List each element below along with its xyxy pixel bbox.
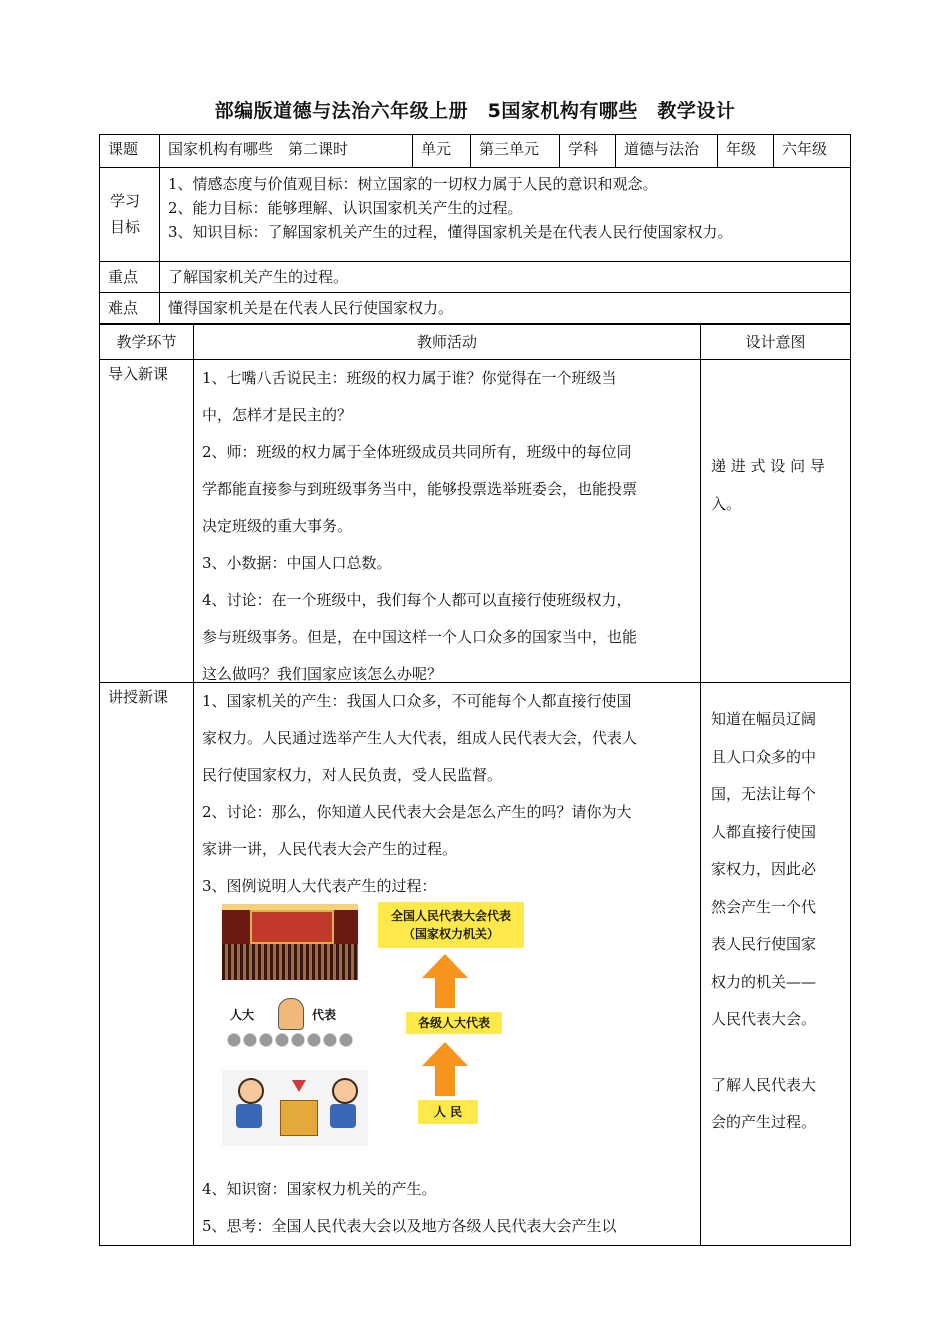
teach-intent-line: 家权力，因此必: [711, 860, 817, 878]
intro-line: 3、小数据：中国人口总数。: [202, 554, 392, 572]
subject-value: 道德与法治: [624, 140, 700, 158]
document-title: 部编版道德与法治六年级上册 5国家机构有哪些 教学设计: [214, 100, 736, 122]
ballot-box-icon: [280, 1100, 318, 1136]
npc-box-line1: 全国人民代表大会代表: [390, 909, 511, 923]
teacher-header-cell: [193, 324, 701, 360]
course-value: 国家机构有哪些 第二课时: [168, 140, 349, 158]
difficulty-label: 难点: [108, 299, 139, 317]
intro-line: 4、讨论：在一个班级中，我们每个人都可以直接行使班级权力，: [202, 591, 632, 609]
intro-line: 学都能直接参与到班级事务当中，能够投票选举班委会，也能投票: [202, 480, 638, 498]
people-label: 人 民: [433, 1105, 463, 1119]
teach-intent-cell: [700, 682, 851, 1246]
teach-intent-line: 会的产生过程。: [711, 1113, 817, 1131]
reps-label-right: 代表: [312, 1008, 337, 1022]
teacher-header: 教师活动: [416, 333, 477, 351]
subject-label-cell: [559, 134, 616, 168]
key-point-value: 了解国家机关产生的过程。: [168, 268, 349, 286]
intro-stage-cell: [99, 359, 194, 683]
intro-intent-line: 递 进 式 设 问 导: [711, 457, 825, 475]
goal-item: 1、情感态度与价值观目标：树立国家的一切权力属于人民的意识和观念。: [168, 175, 658, 193]
teach-intent-line: 表人民行使国家: [711, 935, 817, 953]
npc-election-diagram: [222, 898, 524, 1148]
teach-line: 5、思考：全国人民代表大会以及地方各级人民代表大会产生以: [202, 1217, 617, 1235]
teach-line: 家讲一讲，人民代表大会产生的过程。: [202, 840, 458, 858]
difficulty-value: 懂得国家机关是在代表人民行使国家权力。: [168, 299, 454, 317]
teach-stage: 讲授新课: [108, 688, 169, 706]
teach-line: 1、国家机关的产生：我国人口众多，不可能每个人都直接行使国: [202, 692, 632, 710]
unit-label-cell: [412, 134, 471, 168]
key-point-label: 重点: [108, 268, 139, 286]
grade-value: 六年级: [782, 140, 828, 158]
course-value-cell: [159, 134, 413, 168]
teach-intent-line: 人都直接行使国: [711, 822, 817, 841]
teach-intent-line: 然会产生一个代: [711, 897, 817, 916]
npc-box-line2: （国家权力机关）: [402, 927, 499, 941]
difficulty-label-cell: [99, 292, 160, 324]
teach-intent-line: 知道在幅员辽阔: [711, 710, 817, 728]
intro-line: 决定班级的重大事务。: [202, 517, 353, 535]
course-label: 课题: [108, 140, 139, 158]
goals-content-cell: [159, 167, 851, 262]
teach-line: 2、讨论：那么，你知道人民代表大会是怎么产生的吗？请你为大: [202, 803, 632, 821]
intro-line: 参与班级事务。但是，在中国这样一个人口众多的国家当中，也能: [202, 628, 638, 646]
intro-stage: 导入新课: [108, 365, 169, 383]
intro-line: 中，怎样才是民主的？: [202, 406, 353, 424]
reps-label-left: 人大: [230, 1008, 255, 1022]
voting-illustration: [222, 1070, 368, 1146]
goals-label-line2: 目标: [110, 218, 141, 236]
intent-header: 设计意图: [745, 333, 806, 351]
intro-line: 这么做吗？我们国家应该怎么办呢？: [202, 665, 443, 683]
unit-value: 第三单元: [479, 140, 540, 158]
local-reps-label: 各级人大代表: [417, 1016, 490, 1030]
difficulty-value-cell: [159, 292, 851, 324]
goal-item: 3、知识目标：了解国家机关产生的过程，懂得国家机关是在代表人民行使国家权力。: [168, 223, 733, 241]
great-hall-photo: [222, 904, 358, 980]
teach-intent-line: 国，无法让每个: [711, 785, 817, 803]
teach-intent-line: 人民代表大会。: [711, 1010, 817, 1028]
representatives-illustration: [226, 994, 354, 1054]
intro-intent-cell: [700, 359, 851, 683]
up-arrow-icon: [422, 954, 468, 1008]
stage-header: 教学环节: [116, 333, 177, 351]
subject-value-cell: [615, 134, 718, 168]
teach-intent-line: 且人口众多的中: [711, 747, 817, 766]
teach-line: 3、图例说明人大代表产生的过程：: [202, 877, 437, 895]
intro-intent-line: 入。: [711, 494, 742, 513]
key-point-value-cell: [159, 261, 851, 293]
grade-label-cell: [717, 134, 774, 168]
key-point-label-cell: [99, 261, 160, 293]
up-arrow-icon: [422, 1042, 468, 1096]
grade-label: 年级: [726, 140, 757, 158]
intro-line: 1、七嘴八舌说民主：班级的权力属于谁？你觉得在一个班级当: [202, 369, 617, 387]
intent-header-cell: [700, 324, 851, 360]
crowd-figures: [226, 1032, 354, 1054]
unit-label: 单元: [421, 140, 452, 158]
people-box: [418, 1100, 478, 1124]
teach-line: 家权力。人民通过选举产生人大代表，组成人民代表大会，代表人: [202, 729, 638, 747]
subject-label: 学科: [568, 140, 599, 158]
goal-item: 2、能力目标：能够理解、认识国家机关产生的过程。: [168, 199, 523, 217]
teach-intent-line: 了解人民代表大: [711, 1075, 817, 1094]
teach-stage-cell: [99, 682, 194, 1246]
teach-intent-line: 权力的机关——: [711, 972, 817, 991]
intro-activity-cell: [193, 359, 701, 683]
representative-figure: [278, 998, 304, 1030]
course-label-cell: [99, 134, 160, 168]
grade-value-cell: [773, 134, 851, 168]
teach-line: 4、知识窗：国家权力机关的产生。: [202, 1180, 437, 1198]
npc-box: [378, 902, 524, 948]
teach-line: 民行使国家权力，对人民负责，受人民监督。: [202, 766, 503, 784]
unit-value-cell: [470, 134, 560, 168]
stage-header-cell: [99, 324, 194, 360]
goals-label-line1: 学习: [110, 192, 141, 210]
down-arrow-icon: [292, 1080, 306, 1092]
local-reps-box: [406, 1012, 502, 1034]
goals-label-cell: [99, 167, 160, 262]
intro-line: 2、师：班级的权力属于全体班级成员共同所有，班级中的每位同: [202, 443, 632, 461]
